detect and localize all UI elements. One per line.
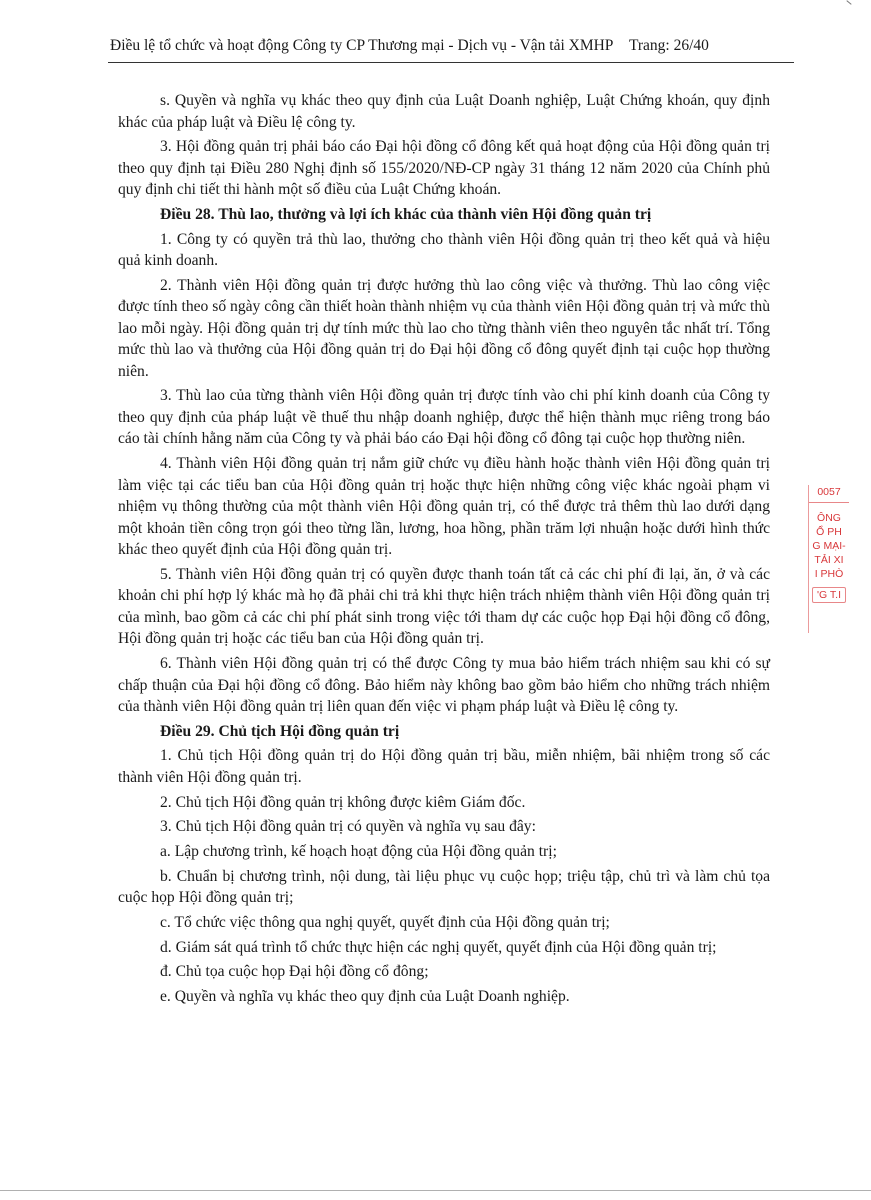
paragraph: 4. Thành viên Hội đồng quản trị nắm giữ chức vụ điều hành hoặc thành viên Hội đồng quản trị làm việc tại các tiểu ban của Hội đồng quản trị hoặc thực hiện những công việc khác ngoài phạm vi nhiệm vụ thông thường của một thành viên Hội đồng quản trị, có thể được trả thêm thù lao dưới dạng một khoản tiền công trọn gói theo từng lần, lương, hoa hồng, phần trăm lợi nhuận hoặc dưới hình thức khác theo quyết định của Hội đồng quản trị. [118, 455, 770, 559]
paragraph: 2. Thành viên Hội đồng quản trị được hưởng thù lao công việc và thưởng. Thù lao công việc được tính theo số ngày công cần thiết hoàn thành nhiệm vụ của thành viên Hội đồng quản trị và mức thù lao mỗi ngày. Hội đồng quản trị dự tính mức thù lao cho từng thành viên theo nguyên tắc nhất trí. Tổng mức thù lao và thưởng của Hội đồng quản trị do Đại hội đồng cổ đông quyết định tại cuộc họp thường niên. [118, 276, 770, 380]
stamp-text: I PHÒ [814, 568, 844, 580]
paragraph: 1. Chủ tịch Hội đồng quản trị do Hội đồng quản trị bầu, miễn nhiệm, bãi nhiệm trong số các thành viên Hội đồng quản trị. [118, 747, 770, 786]
paragraph: 2. Chủ tịch Hội đồng quản trị không được kiêm Giám đốc. [160, 793, 526, 811]
list-item: đ. Chủ tọa cuộc họp Đại hội đồng cổ đông; [160, 963, 429, 981]
list-item: e. Quyền và nghĩa vụ khác theo quy định của Luật Doanh nghiệp. [160, 987, 570, 1005]
header-divider [108, 62, 794, 63]
list-item: d. Giám sát quá trình tổ chức thực hiện các nghị quyết, quyết định của Hội đồng quản trị; [160, 938, 717, 956]
stamp-text: Ổ PH [816, 526, 842, 538]
stamp-text: ÔNG [817, 512, 841, 524]
paragraph: 3. Hội đồng quản trị phải báo cáo Đại hội đồng cổ đông kết quả hoạt động của Hội đồng quản trị theo quy định tại Điều 280 Nghị định số 155/2020/NĐ-CP ngày 31 tháng 12 năm 2020 của Chính phủ quy định chi tiết thi hành một số điều của Luật Chứng khoán. [118, 138, 770, 199]
list-item: b. Chuẩn bị chương trình, nội dung, tài liệu phục vụ cuộc họp; triệu tập, chủ trì và làm chủ tọa cuộc họp Hội đồng quản trị; [118, 867, 770, 907]
scan-edge [0, 1190, 871, 1191]
page-header [110, 36, 790, 56]
list-item: a. Lập chương trình, kế hoạch hoạt động của Hội đồng quản trị; [160, 842, 557, 860]
paragraph: 3. Chủ tịch Hội đồng quản trị có quyền và nghĩa vụ sau đây: [160, 818, 536, 836]
stamp-text: 'G T.I [812, 587, 846, 603]
page-number: Trang: 26/40 [628, 37, 709, 54]
paragraph: 3. Thù lao của từng thành viên Hội đồng quản trị được tính vào chi phí kinh doanh của Công ty theo quy định của pháp luật về thuế thu nhập doanh nghiệp, được thể hiện thành mục riêng trong báo cáo tài chính hằng năm của Công ty và phải báo cáo Đại hội đồng cổ đông tại cuộc họp thường niên. [118, 387, 770, 448]
document-title: Điều lệ tổ chức và hoạt động Công ty CP Thương mại - Dịch vụ - Vận tải XMHP [110, 37, 614, 54]
scan-mark [846, 0, 851, 5]
article-28-heading: Điều 28. Thù lao, thưởng và lợi ích khác của thành viên Hội đồng quản trị [160, 205, 652, 223]
document-body [118, 90, 770, 1011]
paragraph: 5. Thành viên Hội đồng quản trị có quyền được thanh toán tất cả các chi phí đi lại, ăn, ở và các khoản chi phí hợp lý khác mà họ đã phải chi trả khi thực hiện trách nhiệm thành viên Hội đồng quản trị của mình, bao gồm cả các chi phí phát sinh trong việc tới tham dự các cuộc họp Đại hội đồng cổ đông, Hội đồng quản trị hoặc các tiểu ban của Hội đồng quản trị. [118, 565, 770, 648]
paragraph: s. Quyền và nghĩa vụ khác theo quy định của Luật Doanh nghiệp, Luật Chứng khoán, quy định khác của pháp luật và Điều lệ công ty. [118, 92, 770, 131]
stamp-text: 0057 [809, 485, 849, 503]
paragraph: 6. Thành viên Hội đồng quản trị có thể được Công ty mua bảo hiểm trách nhiệm sau khi có sự chấp thuận của Đại hội đồng cổ đông. Bảo hiểm này không bao gồm bảo hiểm cho những trách nhiệm của thành viên Hội đồng quản trị liên quan đến việc vi phạm pháp luật và Điều lệ công ty. [118, 655, 770, 715]
company-stamp [808, 485, 849, 633]
stamp-text: TẢI XI [814, 554, 844, 566]
article-29-heading: Điều 29. Chủ tịch Hội đồng quản trị [160, 722, 400, 740]
list-item: c. Tổ chức việc thông qua nghị quyết, quyết định của Hội đồng quản trị; [160, 913, 610, 931]
stamp-text: G MẠI- [812, 540, 846, 552]
paragraph: 1. Công ty có quyền trả thù lao, thưởng cho thành viên Hội đồng quản trị theo kết quả và hiệu quả kinh doanh. [118, 230, 770, 270]
